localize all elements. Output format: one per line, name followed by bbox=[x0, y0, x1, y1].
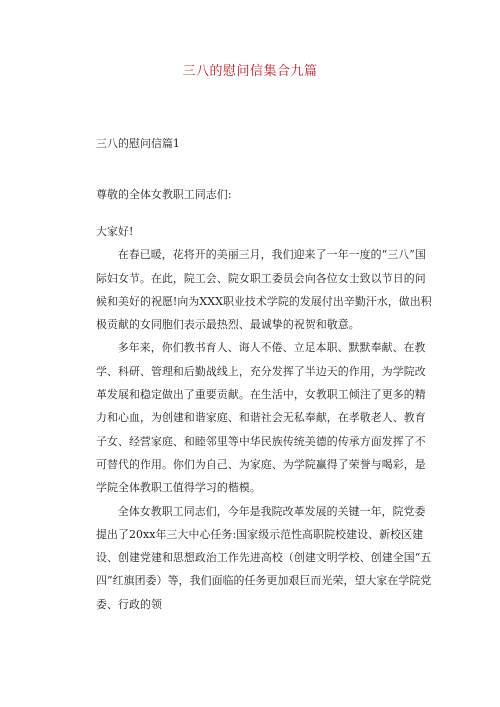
body-paragraph-1: 在春已暖，花将开的美丽三月，我们迎来了一年一度的“三八”国际妇女节。在此，院工会、院女职工委员会向各位女士致以节日的问候和美好的祝愿!向为XXX职业技术学院的发展付出辛勤汗水，做出积极贡献的女同胞们表示最热烈、最诚挚的祝贺和敬意。 bbox=[96, 248, 432, 332]
body-paragraph-3: 全体女教职工同志们，今年是我院改革发展的关键一年，院党委提出了20xx年三大中心任务:国家级示范性高职院校建设、新校区建设、创建党建和思想政治工作先进高校（创建文明学校、创建全国“五四”红旗团委）等，我们面临的任务更加艰巨而光荣，望大家在学院党委、行政的领 bbox=[96, 504, 432, 611]
letter-body bbox=[96, 220, 434, 616]
document-title: 三八的慰问信集合九篇 bbox=[182, 64, 318, 79]
body-paragraph-2: 多年来，你们教书育人、诲人不倦、立足本职、默默奉献、在教学、科研、管理和后勤战线上，充分发挥了半边天的作用，为学院改革发展和稳定做出了重要贡献。在生活中，女教职工倾注了更多的精力和心血，为创建和谐家庭、和谐社会无私奉献，在孝敬老人、教育子女、经营家庭、和睦邻里等中华民族传统美德的传承方面发挥了不可替代的作用。你们为自己、为家庭、为学院赢得了荣誉与喝彩，是学院全体教职工值得学习的楷模。 bbox=[96, 341, 426, 495]
section-heading: 三八的慰问信篇1 bbox=[96, 137, 180, 150]
greeting-paragraph: 大家好! bbox=[96, 225, 134, 238]
salutation: 尊敬的全体女教职工同志们: bbox=[96, 188, 232, 201]
